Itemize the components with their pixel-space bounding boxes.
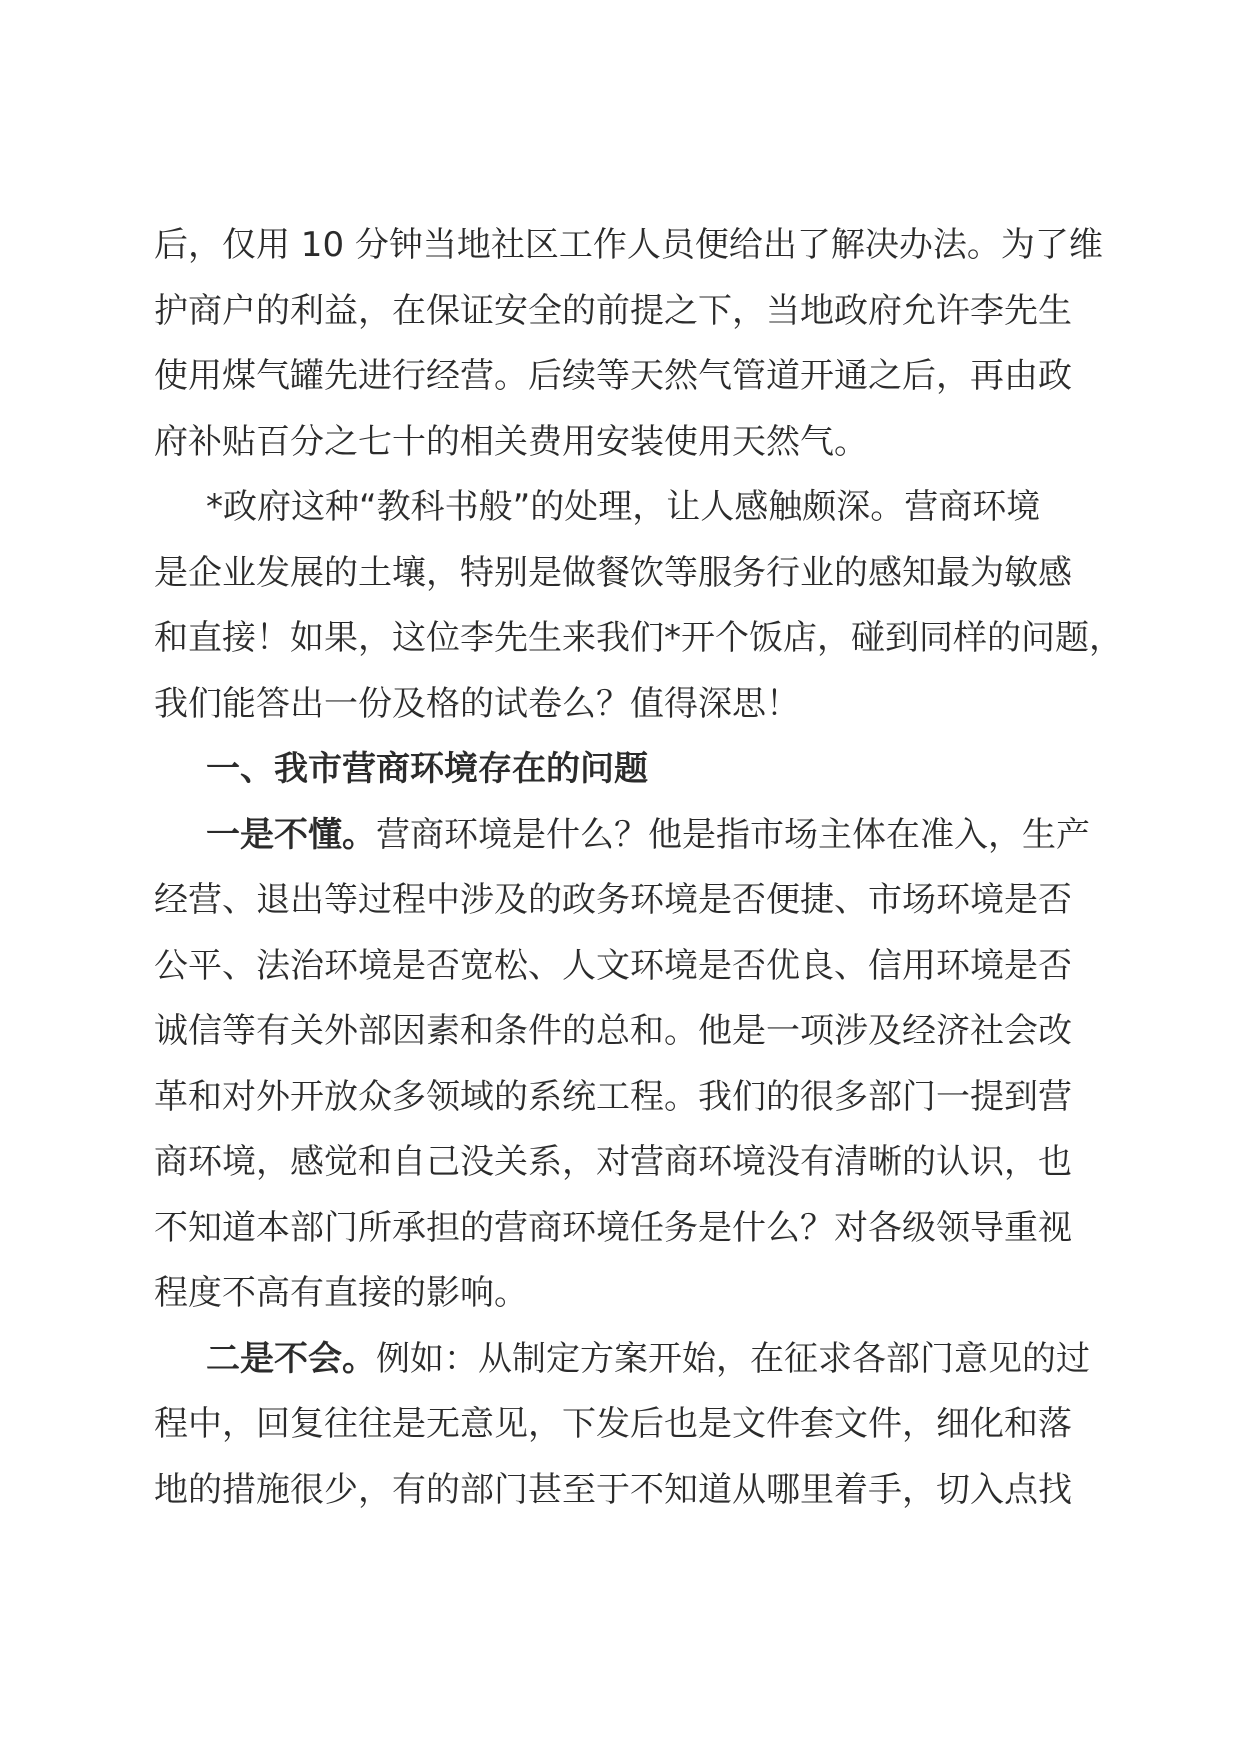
text-line: 是企业发展的土壤，特别是做餐饮等服务行业的感知最为敏感 <box>154 552 1072 593</box>
text-line: 我们能答出一份及格的试卷么？值得深思！ <box>154 683 800 724</box>
paragraph-2 <box>154 475 1123 737</box>
text-line: 商环境，感觉和自己没关系，对营商环境没有清晰的认识，也 <box>154 1142 1072 1182</box>
paragraph-lead: 二是不会。 <box>206 1338 376 1379</box>
section-heading <box>154 737 1114 803</box>
text-line: 府补贴百分之七十的相关费用安装使用天然气。 <box>154 421 868 462</box>
paragraph-4 <box>154 1327 1114 1524</box>
paragraph-3 <box>154 803 1114 1327</box>
text-line: 护商户的利益，在保证安全的前提之下，当地政府允许李先生 <box>154 290 1072 331</box>
text-line: 程度不高有直接的影响。 <box>154 1273 528 1313</box>
text-line: 后，仅用 10 分钟当地社区工作人员便给出了解决办法。为了维 <box>154 225 1103 265</box>
paragraph-1 <box>154 213 1114 475</box>
text-line: 经营、退出等过程中涉及的政务环境是否便捷、市场环境是否 <box>154 880 1072 920</box>
paragraph-lead: 一是不懂。 <box>206 814 376 855</box>
text-line: 地的措施很少，有的部门甚至于不知道从哪里着手，切入点找 <box>154 1469 1072 1510</box>
text-line <box>154 1327 1114 1393</box>
text-line: *政府这种“教科书般”的处理，让人感触颇深。营商环境 <box>206 487 1041 527</box>
text-line: 程中，回复往往是无意见，下发后也是文件套文件，细化和落 <box>154 1404 1072 1444</box>
text-line <box>154 803 1114 869</box>
text-line: 不知道本部门所承担的营商环境任务是什么？对各级领导重视 <box>154 1207 1072 1248</box>
section-heading-text: 一、我市营商环境存在的问题 <box>206 749 648 789</box>
text-line-rest: 营商环境是什么？他是指市场主体在准入，生产 <box>376 814 1090 855</box>
text-line: 诚信等有关外部因素和条件的总和。他是一项涉及经济社会改 <box>154 1011 1072 1051</box>
document-body <box>154 213 1123 1523</box>
text-line-rest: 例如：从制定方案开始，在征求各部门意见的过 <box>376 1338 1090 1379</box>
text-line: 革和对外开放众多领域的系统工程。我们的很多部门一提到营 <box>154 1076 1072 1117</box>
text-line: 使用煤气罐先进行经营。后续等天然气管道开通之后，再由政 <box>154 356 1072 396</box>
text-line: 公平、法治环境是否宽松、人文环境是否优良、信用环境是否 <box>154 945 1072 986</box>
text-line: 和直接！如果，这位李先生来我们*开个饭店，碰到同样的问题， <box>154 618 1123 658</box>
